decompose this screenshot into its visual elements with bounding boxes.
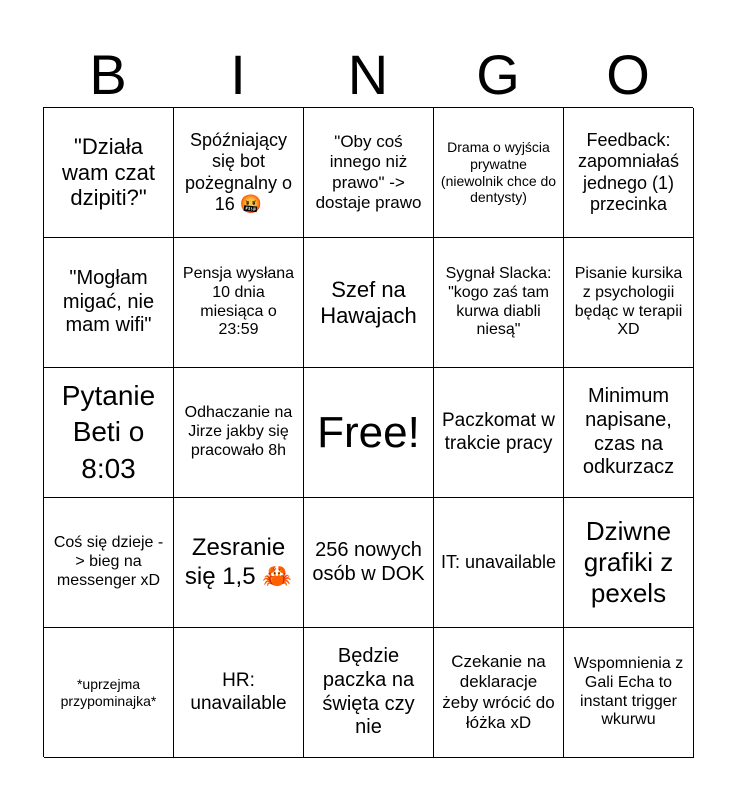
bingo-cell-r1c2[interactable]: Spóźniający się bot pożegnalny o 16 🤬 xyxy=(174,108,304,238)
bingo-cell-r5c3[interactable]: Będzie paczka na święta czy nie xyxy=(304,628,434,758)
bingo-cell-r5c1[interactable]: *uprzejma przypominajka* xyxy=(44,628,174,758)
bingo-cell-r3c4[interactable]: Paczkomat w trakcie pracy xyxy=(434,368,564,498)
bingo-cell-r1c3[interactable]: "Oby coś innego niż prawo" -> dostaje prawo xyxy=(304,108,434,238)
bingo-cell-r5c4[interactable]: Czekanie na deklaracje żeby wrócić do łóżka xD xyxy=(434,628,564,758)
header-letter-g: G xyxy=(476,43,520,106)
bingo-cell-r5c5[interactable]: Wspomnienia z Gali Echa to instant trigger wkurwu xyxy=(564,628,694,758)
bingo-cell-r4c4[interactable]: IT: unavailable xyxy=(434,498,564,628)
bingo-cell-r3c1[interactable]: Pytanie Beti o 8:03 xyxy=(44,368,174,498)
bingo-board xyxy=(43,107,693,757)
bingo-cell-r4c5[interactable]: Dziwne grafiki z pexels xyxy=(564,498,694,628)
bingo-cell-r1c4[interactable]: Drama o wyjścia prywatne (niewolnik chce do dentysty) xyxy=(434,108,564,238)
bingo-cell-r2c3[interactable]: Szef na Hawajach xyxy=(304,238,434,368)
bingo-cell-r1c5[interactable]: Feedback: zapomniałaś jednego (1) przecinka xyxy=(564,108,694,238)
bingo-cell-r4c1[interactable]: Coś się dzieje -> bieg na messenger xD xyxy=(44,498,174,628)
bingo-cell-r4c3[interactable]: 256 nowych osób w DOK xyxy=(304,498,434,628)
bingo-cell-r5c2[interactable]: HR: unavailable xyxy=(174,628,304,758)
bingo-cell-r2c1[interactable]: "Mogłam migać, nie mam wifi" xyxy=(44,238,174,368)
bingo-cell-r3c5[interactable]: Minimum napisane, czas na odkurzacz xyxy=(564,368,694,498)
bingo-cell-r4c2[interactable]: Zesranie się 1,5 🦀 xyxy=(174,498,304,628)
bingo-cell-r2c2[interactable]: Pensja wysłana 10 dnia miesiąca o 23:59 xyxy=(174,238,304,368)
bingo-header xyxy=(43,44,693,106)
header-letter-n: N xyxy=(347,43,389,106)
bingo-cell-r2c4[interactable]: Sygnał Slacka: "kogo zaś tam kurwa diabli niesą" xyxy=(434,238,564,368)
bingo-cell-r1c1[interactable]: "Działa wam czat dzipiti?" xyxy=(44,108,174,238)
bingo-cell-r3c2[interactable]: Odhaczanie na Jirze jakby się pracowało 8h xyxy=(174,368,304,498)
header-letter-o: O xyxy=(606,43,650,106)
header-letter-i: I xyxy=(230,43,246,106)
header-letter-b: B xyxy=(89,43,127,106)
bingo-cell-free[interactable]: Free! xyxy=(304,368,434,498)
bingo-cell-r2c5[interactable]: Pisanie kursika z psychologii będąc w terapii XD xyxy=(564,238,694,368)
